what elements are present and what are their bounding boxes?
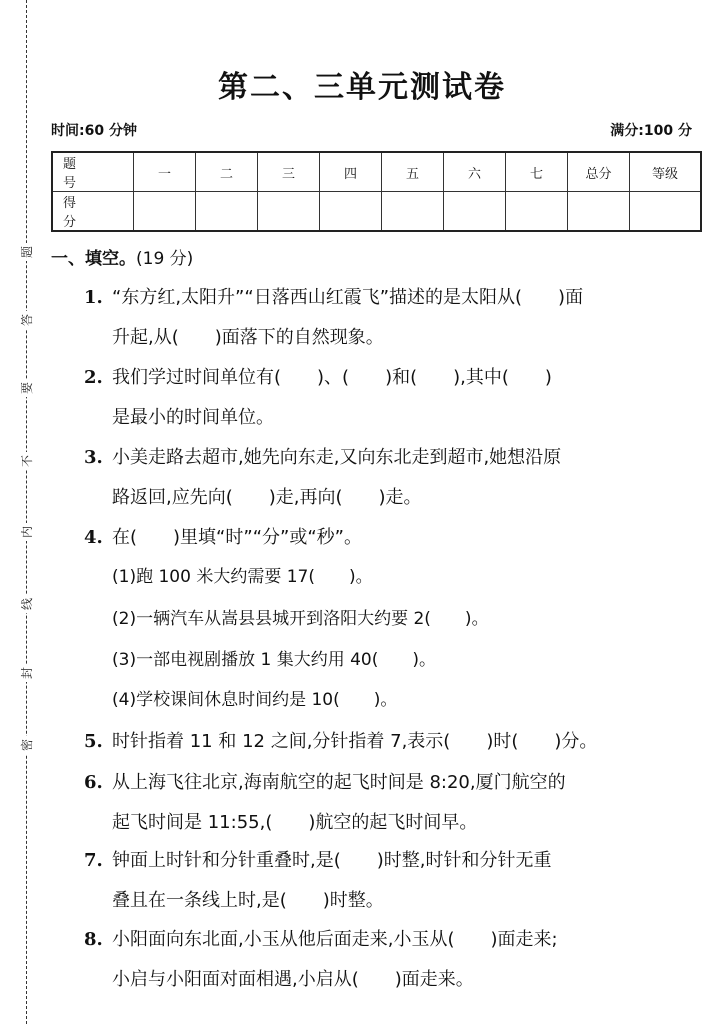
- score-cell[interactable]: [320, 192, 382, 232]
- question-3: [84, 438, 700, 518]
- question-text: 钟面上时针和分针重叠时,是( )时整,时针和分针无重: [112, 850, 552, 871]
- question-number: 2.: [84, 367, 103, 388]
- question-text-continued: 小启与小阳面对面相遇,小启从( )面走来。: [112, 969, 474, 990]
- score-cell[interactable]: [134, 192, 196, 232]
- score-cell[interactable]: [444, 192, 506, 232]
- score-cell[interactable]: [258, 192, 320, 232]
- page-title: 第二、三单元测试卷: [218, 70, 506, 105]
- sub-question-3: (3)一部电视剧播放 1 集大约用 40( )。: [112, 650, 437, 670]
- table-row-question-numbers: [52, 152, 701, 192]
- question-4: [84, 518, 700, 558]
- column-header: 四: [320, 152, 382, 192]
- binding-char: 题: [18, 243, 36, 261]
- row-header: 得 分: [52, 192, 134, 232]
- question-number: 3.: [84, 447, 103, 468]
- question-text: 我们学过时间单位有( )、( )和( ),其中( ): [112, 367, 552, 388]
- column-header: 六: [444, 152, 506, 192]
- question-number: 4.: [84, 527, 103, 548]
- question-text-continued: 是最小的时间单位。: [112, 407, 274, 428]
- question-7: [84, 841, 700, 921]
- binding-margin-line: [26, 0, 27, 1024]
- column-header: 三: [258, 152, 320, 192]
- binding-char: 答: [18, 311, 36, 329]
- question-text-continued: 路返回,应先向( )走,再向( )走。: [112, 487, 422, 508]
- question-number: 5.: [84, 731, 103, 752]
- question-5: [84, 722, 700, 762]
- sub-question-1: (1)跑 100 米大约需要 17( )。: [112, 567, 373, 587]
- binding-char: 封: [18, 664, 36, 682]
- binding-char: 密: [18, 736, 36, 754]
- question-text-continued: 叠且在一条线上时,是( )时整。: [112, 890, 384, 911]
- column-header: 一: [134, 152, 196, 192]
- question-6: [84, 763, 700, 843]
- question-number: 1.: [84, 287, 103, 308]
- binding-char: 内: [18, 523, 36, 541]
- column-header: 五: [382, 152, 444, 192]
- question-text: “东方红,太阳升”“日落西山红霞飞”描述的是太阳从( )面: [112, 287, 584, 308]
- score-cell[interactable]: [630, 192, 702, 232]
- question-text-continued: 起飞时间是 11:55,( )航空的起飞时间早。: [112, 812, 478, 833]
- column-header: 七: [506, 152, 568, 192]
- section-title: 一、填空。: [51, 249, 136, 269]
- question-text: 小阳面向东北面,小玉从他后面走来,小玉从( )面走来;: [112, 929, 558, 950]
- question-2: [84, 358, 700, 438]
- time-limit: 时间:60 分钟: [51, 123, 137, 139]
- binding-char: 要: [18, 379, 36, 397]
- question-1: [84, 278, 700, 358]
- question-text: 小美走路去超市,她先向东走,又向东北走到超市,她想沿原: [112, 447, 562, 468]
- table-row-scores: [52, 192, 701, 232]
- full-score: 满分:100 分: [610, 123, 692, 139]
- question-number: 6.: [84, 772, 103, 793]
- sub-question-2: (2)一辆汽车从嵩县县城开到洛阳大约要 2( )。: [112, 609, 489, 629]
- binding-char: 线: [18, 595, 36, 613]
- score-cell[interactable]: [568, 192, 630, 232]
- score-cell[interactable]: [196, 192, 258, 232]
- score-cell[interactable]: [506, 192, 568, 232]
- section-heading: [51, 244, 193, 269]
- question-text: 时针指着 11 和 12 之间,分针指着 7,表示( )时( )分。: [112, 731, 598, 752]
- column-header: 总分: [568, 152, 630, 192]
- question-text: 从上海飞往北京,海南航空的起飞时间是 8:20,厦门航空的: [112, 772, 566, 793]
- question-text-continued: 升起,从( )面落下的自然现象。: [112, 327, 384, 348]
- question-text: 在( )里填“时”“分”或“秒”。: [112, 527, 362, 548]
- column-header: 二: [196, 152, 258, 192]
- question-number: 7.: [84, 850, 103, 871]
- binding-char: 不: [18, 452, 36, 470]
- row-header: 题 号: [52, 152, 134, 192]
- question-number: 8.: [84, 929, 103, 950]
- sub-question-4: (4)学校课间休息时间约是 10( )。: [112, 690, 398, 710]
- score-table: [51, 151, 702, 232]
- section-points: (19 分): [136, 249, 194, 269]
- score-cell[interactable]: [382, 192, 444, 232]
- question-8: [84, 920, 700, 1000]
- column-header: 等级: [630, 152, 702, 192]
